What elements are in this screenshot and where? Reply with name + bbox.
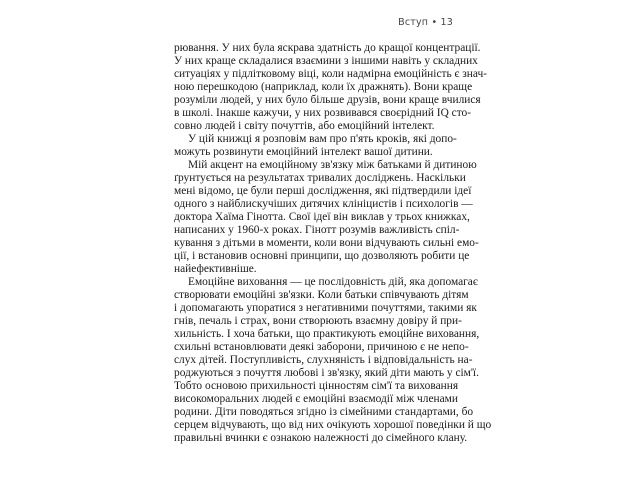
section-title: Вступ [398,17,429,28]
text-line: правильні вчинки є ознакою належності до сімейного клану. [174,432,468,444]
text-line: У цій книжці я розповім вам про п'ять кроків, які допо- [188,133,457,145]
bullet-separator: • [431,17,438,28]
text-line: створювати емоційні зв'язки. Коли батьки співчувають дітям [174,289,469,301]
text-line: мені відомо, це були перші дослідження, які підтвердили ідеї [174,185,472,197]
text-line: роджуються з почуття любові і зв'язку, який діти мають у сім'ї. [174,367,479,379]
text-line: можуть розвинути емоційний інтелект вашої дитини. [174,146,433,158]
text-line: ґрунтується на результатах тривалих досліджень. Наскільки [174,172,466,184]
text-line: в школі. Інакше кажучи, у них розвивався своєрідний IQ сто- [174,107,472,119]
text-line: схильні встановлювати деякі заборони, причиною є не непо- [174,341,469,353]
text-line: доктора Хаїма Гінотта. Свої ідеї він виклав у трьох книжках, [174,211,470,223]
text-line: найефективніше. [174,263,257,275]
text-line: Мій акцент на емоційному зв'язку між батьками й дитиною [188,159,477,171]
text-line: совно людей і світу почуттів, або емоційний інтелект. [174,120,435,132]
page-number: 13 [440,17,453,28]
running-header [398,17,453,28]
text-line: ситуаціях у підлітковому віці, коли надмірна емоційність є знач- [174,68,487,80]
text-line: рювання. У них була яскрава здатність до кращої концентрації. [174,42,481,54]
text-line: одного з найблискучіших дитячих клініцистів і психологів — [174,198,473,210]
text-line: написаних у 1960-х роках. Гінотт розумів важливість спіл- [174,224,460,236]
text-line: гнів, печаль і страх, вони створюють взаємну довіру й при- [174,315,462,327]
text-line: Емоційне виховання — це послідовність дій, яка допомагає [188,276,478,288]
text-line: Тобто основою прихильності цінностям сім'ї та виховання [174,380,459,392]
text-line: і допомагають упоратися з негативними почуттями, такими як [174,302,477,314]
body-text [174,42,492,445]
text-line: хильність. І хоча батьки, що практикують емоційне виховання, [174,328,480,340]
text-line: високоморальних людей є емоційні взаємодії між членами [174,393,458,405]
text-line: родини. Діти поводяться згідно із сімейними стандартами, бо [174,406,474,418]
text-line: У них краще складалися взаємини з іншими навіть у складних [174,55,478,67]
text-line: кування з дітьми в моменти, коли вони відчувають сильні емо- [174,237,479,249]
text-line: серцем відчувають, що від них очікують хорошої поведінки й що [174,419,492,431]
text-line: ною перешкодою (наприклад, коли їх дражнять). Вони краще [174,81,473,93]
text-line: слух дітей. Поступливість, слухняність і відповідальність на- [174,354,473,366]
text-line: ції, і встановив основні принципи, що дозволяють робити це [174,250,470,262]
text-line: розуміли людей, у них було більше друзів, вони краще вчилися [174,94,481,106]
